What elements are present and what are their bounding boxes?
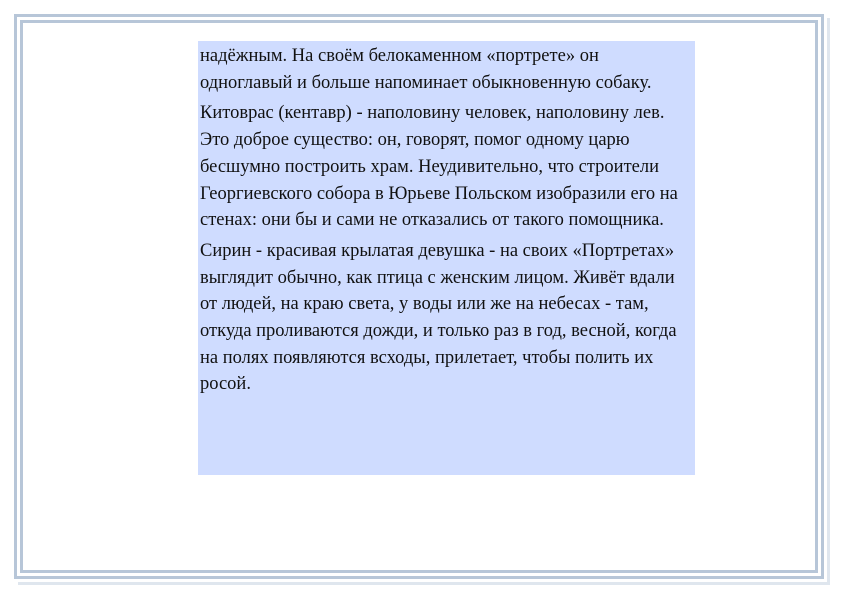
frame-shadow-right bbox=[827, 18, 830, 583]
paragraph-sirin: Сирин - красивая крылатая девушка - на своих «Портретах» выглядит обычно, как птица с женским лицом. Живёт вдали от людей, на краю света, у воды или же на небесах - там, откуда проливаются дожди, и только раз в год, весной, когда на полях появляются всходы, прилетает, чтобы полить их росой. bbox=[200, 240, 677, 395]
text-box bbox=[198, 41, 695, 475]
frame-shadow-bottom bbox=[18, 582, 830, 585]
paragraph-kitovras: Китоврас (кентавр) - наполовину человек, наполовину лев. Это доброе существо: он, говорят, помог одному царю бесшумно построить храм. Неудивительно, что строители Георгиевского собора в Юрьеве Польском изобразили его на стенах: они бы и сами не отказались от такого помощника. bbox=[200, 103, 678, 231]
paragraph-dog: надёжным. На своём белокаменном «портрете» он одноглавый и больше напоминает обыкновенную собаку. bbox=[200, 46, 652, 93]
